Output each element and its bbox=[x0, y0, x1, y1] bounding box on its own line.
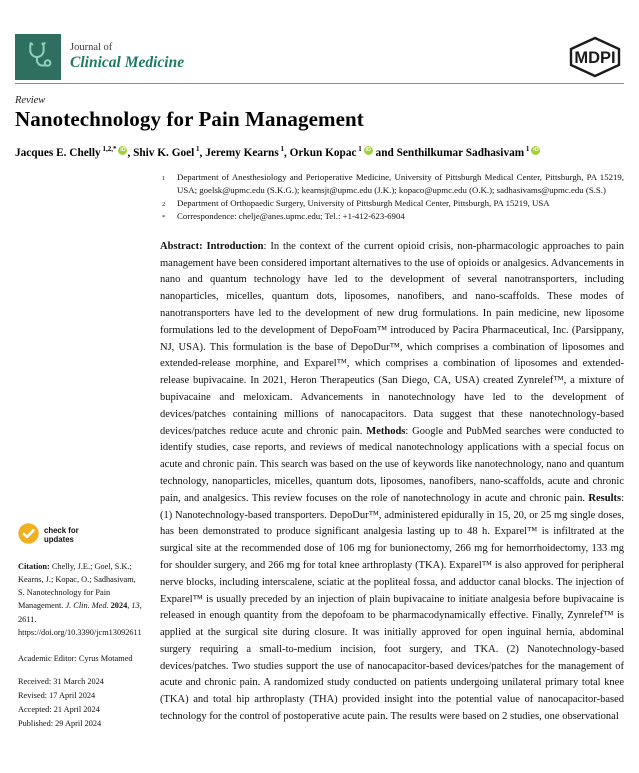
journal-header bbox=[15, 34, 624, 80]
journal-title: Clinical Medicine bbox=[70, 54, 185, 72]
orcid-icon[interactable]: iD bbox=[120, 147, 126, 153]
history-date-row bbox=[18, 675, 144, 689]
article-type-label: Review bbox=[15, 95, 46, 106]
academic-editor-label: Academic Editor: bbox=[18, 653, 77, 663]
check-for-updates-label: check for updates bbox=[44, 526, 79, 544]
author-name: Jacques E. Chelly bbox=[15, 146, 101, 159]
check-for-updates-icon bbox=[18, 523, 39, 549]
mdpi-logo-text: MDPI bbox=[574, 49, 616, 67]
author-affiliation-superscript: 1 bbox=[524, 145, 530, 153]
author-name: Senthilkumar Sadhasivam bbox=[396, 146, 525, 159]
author-affiliation-superscript: 1 bbox=[278, 145, 284, 153]
text-segment: J. Clin. Med. bbox=[65, 601, 111, 611]
author-affiliation-superscript: 1 bbox=[356, 145, 362, 153]
history-date-row bbox=[18, 717, 144, 731]
history-date-value: 31 March 2024 bbox=[53, 676, 104, 686]
main-column bbox=[160, 171, 624, 726]
text-segment: 13 bbox=[131, 601, 140, 611]
author-name: Orkun Kopac bbox=[289, 146, 357, 159]
author-affiliation-superscript: 1,2,* bbox=[100, 145, 117, 153]
orcid-icon[interactable]: iD bbox=[365, 147, 371, 153]
history-date-value: 21 April 2024 bbox=[53, 704, 100, 714]
article-history-dates bbox=[18, 675, 144, 731]
abstract-text bbox=[160, 239, 624, 726]
affiliation-marker: 2 bbox=[162, 200, 166, 208]
history-date-value: 29 April 2024 bbox=[55, 718, 102, 728]
text-segment: , bbox=[127, 601, 132, 611]
history-date-label: Accepted: bbox=[18, 704, 54, 714]
citation-text bbox=[18, 560, 144, 639]
affiliation-row bbox=[160, 171, 624, 197]
text-segment: Methods bbox=[366, 425, 406, 437]
page-title: Nanotechnology for Pain Management bbox=[15, 107, 364, 131]
affiliations bbox=[160, 171, 624, 223]
mdpi-logo bbox=[566, 36, 624, 78]
history-date-value: 17 April 2024 bbox=[49, 690, 96, 700]
stethoscope-icon bbox=[22, 39, 54, 76]
header-divider bbox=[15, 83, 624, 84]
history-date-label: Revised: bbox=[18, 690, 50, 700]
journal-prefix: Journal of bbox=[70, 42, 113, 54]
author-name: Jeremy Kearns bbox=[205, 146, 279, 159]
affiliation-row bbox=[160, 210, 624, 223]
affiliation-marker: * bbox=[162, 213, 166, 221]
text-segment: , 2611. bbox=[18, 601, 142, 624]
text-segment: Chelly, J.E.; Goel, S.K.; Kearns, J.; Kopac, O.; Sadhasivam, S. Nanotechnology for Pain Management. bbox=[18, 561, 136, 611]
text-segment: : (1) Nanotechnology-based transporters. DepoDur™, administered epidurally in 15, 20, or 25 mg single doses, has been demonstrated to produce significant analgesia lasting up to 48 h. Exparel™ is infiltrated at the surgical site at the recommended dose of 106 mg for bunionectomy, 266 mg for hemorrhoidectomy, 133 mg for shoulder surgery, and 266 mg for total knee arthroplasty (TKA). Exparel™ is also approved for peripheral nerve blocks, including interscalene, sciatic at the popliteal fossa, and adductor canal blocks. The injection of Exparel™ is usually preceded by an injection of plain bupivacaine to initiate analgesia before bupivacaine is released in enough quantity from the depofoam to be pharmacodynamically effective. Finally, Zynrelef™ is applied at the surgical site during closure. It was initially approved for open inguinal hernia, abdominal surgery requiring a small-to-medium incision, foot surgery, and TKA. (2) Nanotechnology-based devices/patches. Two studies support the use of nanocapacitor-based devices/patches for the management of acute and chronic pain. A randomized study conducted on patients undergoing unilateral primary total knee (TKA) and total hip arthroplasty (THA) provided insight into the potential value of nanocapacitor-based technology for the control of postoperative acute pain. The results were based on 2 studies, one observational bbox=[160, 492, 624, 723]
academic-editor-name: Cyrus Motamed bbox=[78, 653, 133, 663]
history-date-row bbox=[18, 703, 144, 717]
check-for-updates-badge[interactable] bbox=[18, 523, 96, 549]
citation-doi-link[interactable]: https://doi.org/10.3390/jcm13092611 bbox=[18, 627, 142, 637]
text-segment: Abstract: Introduction bbox=[160, 240, 264, 252]
author-name: Shiv K. Goel bbox=[133, 146, 195, 159]
journal-article-page bbox=[0, 34, 639, 773]
affiliation-marker: 1 bbox=[162, 174, 166, 182]
orcid-icon[interactable]: iD bbox=[533, 147, 539, 153]
author-affiliation-superscript: 1 bbox=[194, 145, 200, 153]
content-area bbox=[18, 171, 624, 731]
text-segment: Citation: bbox=[18, 561, 52, 571]
history-date-row bbox=[18, 689, 144, 703]
text-segment: 2024 bbox=[110, 601, 128, 611]
journal-logo bbox=[15, 34, 61, 80]
affiliation-text: Department of Orthopaedic Surgery, University of Pittsburgh Medical Center, Pittsburgh, PA 15219, USA bbox=[177, 197, 550, 208]
journal-name bbox=[70, 42, 184, 72]
history-date-label: Published: bbox=[18, 718, 56, 728]
history-date-label: Received: bbox=[18, 676, 54, 686]
affiliation-text: Department of Anesthesiology and Perioperative Medicine, University of Pittsburgh Medical Center, Pittsburgh, PA 15219, USA; goelsk@upmc.edu (S.K.G.); kearnsjt@upmc.edu (J.K.); kopaco@upmc.edu (O.K.); sadhasivams@upmc.edu (S.S.) bbox=[177, 171, 624, 195]
text-segment: : In the context of the current opioid crisis, non-pharmacologic approaches to pain management have been considered important alternatives to the use of opioids or analgesics. Advancements in nano and quantum technology have led to the development of several nanotransporters, including nanoparticles, micelles, quantum dots, liposomes, nanofibers, and nano-scaffolds. These modes of nanotransporters have led to the development of new drug formulations. In pain medicine, new liposome formulations led to the development of DepoFoam™ introduced by Pacira Pharmaceutical, Inc. (Parsippany, NJ, USA). This formulation is the base of DepoDur™, which comprises a combination of liposomes and extended-release morphine, and Exparel™, which comprises a combination of liposomes and extended-release bupivacaine. In 2021, Heron Therapeutics (San Diego, CA, USA) created Zynrelef™, a mixture of bupivacaine and meloxicam. Advancements in nanotechnology have led to the development of devices/patches containing millions of nanocapacitors. Data suggest that these nanotechnology-based devices/patches reduce acute and chronic pain. bbox=[160, 240, 624, 437]
affiliation-text: Correspondence: chelje@anes.upmc.edu; Tel.: +1-412-623-6904 bbox=[177, 210, 405, 221]
academic-editor bbox=[18, 652, 144, 665]
text-segment: : Google and PubMed searches were conducted to identify studies, case reports, and reviews of medical nanotechnology applications with a special focus on acute and chronic pain. This search was based on the use of keywords like nanotechnology, nano and quantum technology, nanoparticles, micelles, quantum dots, liposomes, nanofibers, nano-scaffolds, acute and chronic pain, and analgesics. This review focuses on the role of nanotechnology in acute and chronic pain. bbox=[160, 425, 624, 504]
author-line: Jacques E. Chelly $^{1,2,*}$ iD , Shiv K. Goel $^1$, Jeremy Kearns $^1$, Orkun Kopac $^1$ iD and Senthilkumar Sadhasivam $^1$ iD bbox=[15, 145, 539, 159]
left-margin-column bbox=[18, 171, 144, 731]
text-segment: Results bbox=[588, 492, 622, 504]
affiliation-row bbox=[160, 197, 624, 210]
